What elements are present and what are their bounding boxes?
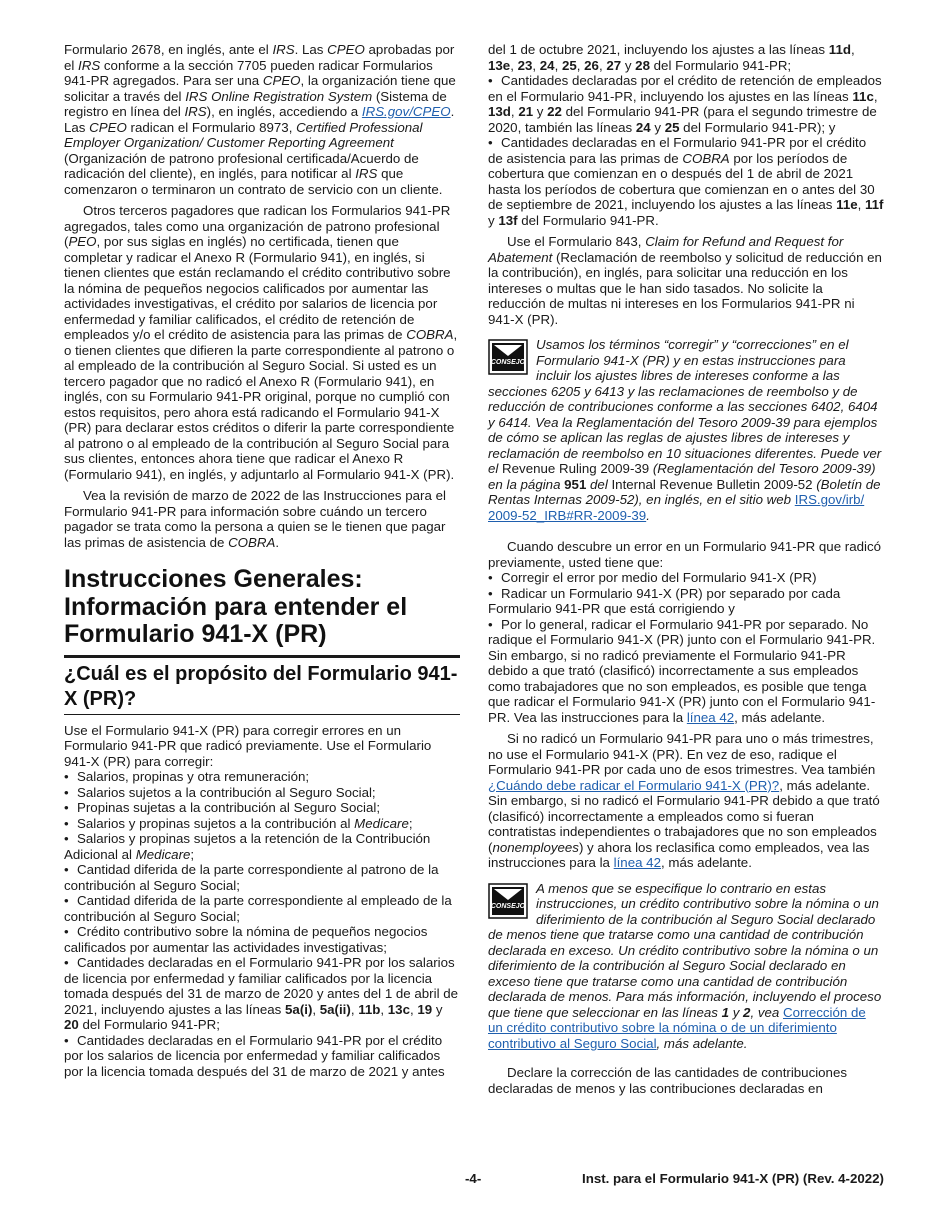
left-column (64, 42, 460, 1079)
list-item: • Propinas sujetas a la contribución al Seguro Social; (64, 800, 460, 816)
list-item: • Cantidades declaradas en el Formulario 941-PR por el crédito de asistencia para las primas de COBRA por los períodos de cobertura que comienzan en o después del 1 de abril de 2021 hasta los períodos de cobertura que comienzan en o antes del 30 de septiembre de 2021, incluyendo los ajustes a las líneas 11e, 11f y 13f del Formulario 941-PR. (488, 135, 884, 228)
list-item: • Cantidades declaradas por el crédito de retención de empleados en el Formulario 941-PR, incluyendo los ajustes en las líneas 11c, 13d, 21 y 22 del Formulario 941-PR (para el segundo trimestre de 2020, también las líneas 24 y 25 del Formulario 941-PR); y (488, 73, 884, 135)
subheading-rule (64, 714, 460, 715)
right-column (488, 42, 884, 1096)
page-number: -4- (465, 1171, 482, 1186)
list-item: • Cantidades declaradas en el Formulario 941-PR por el crédito por los salarios de licencia por enfermedad y familiar calificados por la licencia tomada después del 31 de marzo de 2021 y antes (64, 1033, 460, 1080)
link-correccion-credito[interactable]: Corrección de un crédito contributivo sobre la nómina o de un diferimiento contributivo al Seguro Social (488, 1004, 866, 1051)
consejo-icon (488, 339, 528, 375)
paragraph-not-filed: Si no radicó un Formulario 941-PR para uno o más trimestres, no use el Formulario 941-X (PR). En vez de eso, radique el Formulario 941-PR por cada uno de esos trimestres. Vea también ¿Cuándo debe radicar el Formulario 941-X (PR)?, más adelante. Sin embargo, si no radicó el Formulario 941-PR debido a que trató (clasificó) incorrectamente a empleados como si fueran contratistas independientes o trabajadores que no son empleados (nonemployees) y ahora los reclasifica como empleados, vea las instrucciones para la línea 42, más adelante. (488, 731, 880, 870)
section-heading: Instrucciones Generales: Información para entender el Formulario 941-X (PR) (64, 565, 408, 648)
list-item: • Crédito contributivo sobre la nómina de pequeños negocios calificados por aumentar las actividades investigativas; (64, 924, 460, 955)
paragraph-third-party: Otros terceros pagadores que radican los Formularios 941-PR agregados, tales como una organización de patrono profesional (PEO, por sus siglas en inglés) no certificada, tienen que completar y radicar el Anexo R (Formulario 941), en inglés, si tienen clientes que están reclamando el crédito contributivo sobre la nómina de pequeños negocios calificados por aumentar las actividades investigativas, el crédito por salarios de licencia por enfermedad y familiar calificados, el crédito de retención de empleados y/o el crédito de asistencia para las primas de COBRA, o tienen clientes que difieren la parte correspondiente al patrono o al empleado de la contribución al Seguro Social. Si usted es un tercero pagador que no radicó el Anexo R (Formulario 941), en inglés, con su Formulario 941-PR original, porque no cumplió con estos requisitos, pero ahora está radicando el Formulario 941-X (PR) para declarar estos créditos o diferir la parte correspondiente al patrono o al empleado de la contribución al Seguro Social para sus clientes, entonces ahora tiene que radicar el Anexo R (Formulario 941), en inglés, y adjuntarlo al Formulario 941-X (PR). (64, 203, 458, 482)
list-item: • Corregir el error por medio del Formulario 941-X (PR) (488, 570, 884, 586)
consejo-icon (488, 883, 528, 919)
list-item: • Salarios y propinas sujetos a la contribución al Medicare; (64, 816, 460, 832)
tip-box-credits: CONSEJO A menos que se especifique lo contrario en estas instrucciones, un crédito contributivo sobre la nómina o un diferimiento de la contribución al Seguro Social declarado de menos tiene que tratarse como una cantidad de contribución declarada en exceso. Un crédito contributivo sobre la nómina o un diferimiento de la contribución al Seguro Social declarado en exceso tiene que tratarse como una cantidad de contribución declarada de menos. Para más información, incluyendo el proceso que tiene que seleccionar en las líneas 1 y 2, vea Corrección de un crédito contributivo sobre la nómina o de un diferimiento contributivo al Seguro Social, más adelante. (488, 880, 882, 1051)
link-irb-2009-52[interactable]: IRS.gov/irb/ 2009-52_IRB#RR-2009-39 (488, 492, 865, 523)
form-revision-label: Inst. para el Formulario 941-X (PR) (Rev. 4-2022) (582, 1171, 884, 1186)
link-cuando-radicar[interactable]: ¿Cuándo debe radicar el Formulario 941-X (PR)? (488, 777, 780, 793)
paragraph-cpeo: Formulario 2678, en inglés, ante el IRS. Las CPEO aprobadas por el IRS conforme a la sección 7705 pueden radicar Formularios 941-PR agregados. Para ser una CPEO, la organización tiene que solicitar a través del IRS Online Registration System (Sistema de registro en línea del IRS), en inglés, accediendo a IRS.gov/CPEO. Las CPEO radican el Formulario 8973, Certified Professional Employer Organization/ Customer Reporting Agreement (Organización de patrono profesional certificada/Acuerdo de radicación del cliente), en inglés, para notificar al IRS que comenzaron o terminaron un contrato de servicio con un cliente. (64, 42, 456, 197)
consejo-label: CONSEJO (490, 902, 526, 910)
list-item: • Salarios sujetos a la contribución al Seguro Social; (64, 785, 460, 801)
list-item: • Cantidad diferida de la parte correspondiente al empleado de la contribución al Seguro Social; (64, 893, 460, 924)
paragraph-cobra-revision: Vea la revisión de marzo de 2022 de las Instrucciones para el Formulario 941-PR para información sobre cuándo un tercero pagador se trata como la persona a quien se le tienen que pagar las primas de asistencia de COBRA. (64, 488, 446, 550)
list-item: • Salarios, propinas y otra remuneración; (64, 769, 460, 785)
list-item: • Salarios y propinas sujetos a la retención de la Contribución Adicional al Medicare; (64, 831, 460, 862)
paragraph-form-843: Use el Formulario 843, Claim for Refund and Request for Abatement (Reclamación de reembolso y solicitud de reducción en la contribución), en inglés, para solicitar una reducción en los intereses o multas que le han sido tasados. No solicite la reducción de multas ni intereses en los Formularios 941-PR ni 941-X (PR). (488, 234, 882, 327)
paragraph-purpose: Use el Formulario 941-X (PR) para corregir errores en un Formulario 941-PR que radicó previamente. Use el Formulario 941-X (PR) para corregir: (64, 722, 432, 769)
link-linea-42[interactable]: línea 42 (613, 855, 661, 870)
list-item: • Por lo general, radicar el Formulario 941-PR por separado. No radique el Formulario 941-X (PR) junto con el Formulario 941-PR. Sin embargo, si no radicó previamente el Formulario 941-PR debido a que trató (clasificó) incorrectamente a sus empleados como trabajadores que no son empleados, es posible que tenga que radicar el Formulario 941-X (PR) junto con el Formulario 941-PR. Vea las instrucciones para la línea 42, más adelante. (488, 617, 884, 726)
heading-rule (64, 655, 460, 658)
tip-box-terms: CONSEJO Usamos los términos “corregir” y “correcciones” en el Formulario 941-X (PR) y en estas instrucciones para incluir los ajustes libres de intereses conforme a las secciones 6205 y 6413 y las reclamaciones de reembolso y de reducción de contribuciones conforme a las secciones 6402, 6404 y 6414. Vea la Reglamentación del Tesoro 2009-39 para ejemplos de cómo se aplican las reglas de ajustes libres de intereses y reclamación de reembolso en 10 situaciones diferentes. Puede ver el Revenue Ruling 2009-39 (Reglamentación del Tesoro 2009-39) en la página 951 del Internal Revenue Bulletin 2009-52 (Boletín de Rentas Internas 2009-52), en inglés, en el sitio web IRS.gov/irb/ 2009-52_IRB#RR-2009-39. (488, 337, 882, 523)
consejo-label: CONSEJO (490, 359, 526, 366)
link-linea-42[interactable]: línea 42 (686, 709, 735, 725)
list-item: • Radicar un Formulario 941-X (PR) por separado por cada Formulario 941-PR que está corrigiendo y (488, 586, 884, 617)
list-item: • Cantidad diferida de la parte correspondiente al patrono de la contribución al Seguro Social; (64, 862, 460, 893)
paragraph-error-discovered: Cuando descubre un error en un Formulario 941-PR que radicó previamente, usted tiene que: (488, 539, 882, 570)
link-irs-cpeo[interactable]: IRS.gov/CPEO (361, 104, 451, 119)
subsection-heading: ¿Cuál es el propósito del Formulario 941-X (PR)? (64, 662, 458, 710)
paragraph-declare-correction: Declare la corrección de las cantidades de contribuciones declaradas de menos y las contribuciones declaradas en (488, 1065, 847, 1096)
list-item-continued: del 1 de octubre 2021, incluyendo los ajustes a las líneas 11d, 13e, 23, 24, 25, 26, 27 y 28 del Formulario 941-PR; (488, 42, 855, 73)
list-item: • Cantidades declaradas en el Formulario 941-PR por los salarios de licencia por enfermedad y familiar calificados por la licencia tomada después del 31 de marzo de 2020 y antes del 1 de abril de 2021, incluyendo ajustes a las líneas 5a(i), 5a(ii), 11b, 13c, 19 y 20 del Formulario 941-PR; (64, 955, 460, 1033)
